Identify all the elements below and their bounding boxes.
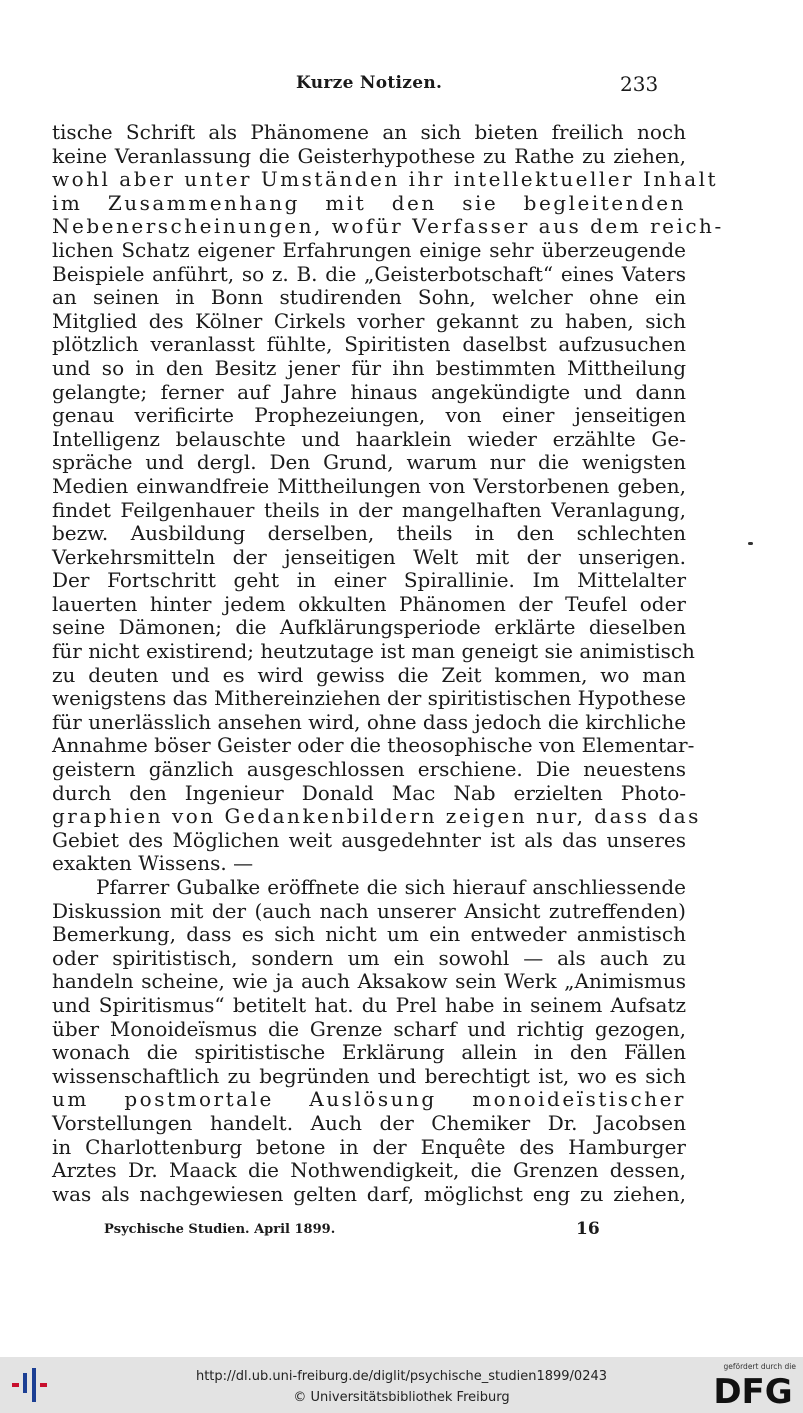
text-line: tische Schrift als Phänomene an sich bieten freilich noch	[52, 120, 686, 144]
text-line: zu deuten und es wird gewiss die Zeit kommen, wo man	[52, 662, 686, 687]
text-line: Intelligenz belauschte und haarklein wieder erzählte Ge-	[52, 426, 686, 451]
text-line: lichen Schatz eigener Erfahrungen einige sehr überzeugende	[52, 237, 686, 262]
text-line: Pfarrer Gubalke eröffnete die sich hierauf anschliessende	[96, 875, 686, 899]
text-line: an seinen in Bonn studirenden Sohn, welcher ohne ein	[52, 285, 686, 310]
text-line: über Monoideïsmus die Grenze scharf und richtig gezogen,	[52, 1016, 686, 1041]
text-line: und Spiritismus“ betitelt hat. du Prel habe in seinem Aufsatz	[52, 992, 686, 1017]
page-number: 233	[620, 72, 659, 96]
text-line: plötzlich veranlasst fühlte, Spiritisten daselbst aufzusuchen	[52, 332, 686, 357]
text-line: Nebenerscheinungen, wofür Verfasser aus dem reich-	[52, 214, 724, 239]
text-line: exakten Wissens. —	[52, 851, 254, 876]
text-line: wenigstens das Mithereinziehen der spiritistischen Hypothese	[52, 686, 687, 711]
permalink-url[interactable]: http://dl.ub.uni-freiburg.de/diglit/psychische_studien1899/0243	[195, 1369, 608, 1384]
funding-note: gefördert durch die	[723, 1362, 796, 1371]
text-line: keine Veranlassung die Geisterhypothese zu Rathe zu ziehen,	[52, 143, 686, 168]
text-line: spräche und dergl. Den Grund, warum nur die wenigsten	[52, 450, 686, 475]
text-line: genau verificirte Prophezeiungen, von einer jenseitigen	[52, 403, 686, 428]
text-line: Mitglied des Kölner Cirkels vorher gekannt zu haben, sich	[52, 308, 686, 333]
text-line: Gebiet des Möglichen weit ausgedehnter ist als das unseres	[52, 827, 686, 852]
running-header-title: Kurze Notizen.	[296, 73, 443, 93]
text-line: Arztes Dr. Maack die Nothwendigkeit, die Grenzen dessen,	[52, 1158, 686, 1183]
text-line: graphien von Gedankenbildern zeigen nur, dass das	[52, 804, 701, 829]
text-line: im Zusammenhang mit den sie begleitenden	[52, 190, 686, 215]
text-line: in Charlottenburg betone in der Enquête des Hamburger	[52, 1134, 686, 1159]
dfg-logo-text: DFG	[713, 1373, 793, 1407]
text-line: gelangte; ferner auf Jahre hinaus angekündigte und dann	[52, 379, 686, 404]
viewer-footer-bar	[0, 1357, 803, 1413]
body-text	[52, 120, 724, 1206]
text-line: findet Feilgenhauer theils in der mangelhaften Veranlagung,	[52, 497, 686, 522]
text-line: um postmortale Auslösung monoideïstischer	[52, 1087, 686, 1112]
copyright-notice: © Universitätsbibliothek Freiburg	[293, 1390, 510, 1405]
text-line: bezw. Ausbildung derselben, theils in den schlechten	[52, 521, 686, 546]
text-line: Verkehrsmitteln der jenseitigen Welt mit der unserigen.	[52, 544, 686, 569]
text-line: für nicht existirend; heutzutage ist man geneigt sie animistisch	[52, 639, 695, 664]
text-line: Annahme böser Geister oder die theosophische von Elementar-	[52, 733, 695, 758]
margin-mark	[748, 542, 753, 545]
text-line: Bemerkung, dass es sich nicht um ein entweder anmistisch	[52, 922, 686, 947]
text-line: lauerten hinter jedem okkulten Phänomen der Teufel oder	[52, 591, 686, 616]
text-line: was als nachgewiesen gelten darf, möglichst eng zu ziehen,	[52, 1181, 686, 1206]
text-line: durch den Ingenieur Donald Mac Nab erzielten Photo-	[52, 780, 686, 805]
dfg-logo-icon	[711, 1373, 795, 1407]
text-line: geistern gänzlich ausgeschlossen erschiene. Die neuestens	[52, 757, 686, 782]
text-line: handeln scheine, wie ja auch Aksakow sein Werk „Animismus	[52, 969, 686, 994]
text-line: Vorstellungen handelt. Auch der Chemiker Dr. Jacobsen	[52, 1110, 686, 1135]
text-line: Beispiele anführt, so z. B. die „Geisterbotschaft“ eines Vaters	[52, 261, 686, 286]
footer-journal-line: Psychische Studien. April 1899.	[104, 1222, 336, 1237]
text-line: wohl aber unter Umständen ihr intellektueller Inhalt	[52, 167, 719, 192]
text-line: Diskussion mit der (auch nach unserer Ansicht zutreffenden)	[52, 898, 686, 923]
text-line: Der Fortschritt geht in einer Spirallinie. Im Mittelalter	[52, 568, 686, 593]
text-line: für unerlässlich ansehen wird, ohne dass jedoch die kirchliche	[52, 709, 687, 734]
text-line: oder spiritistisch, sondern um ein sowohl — als auch zu	[52, 945, 686, 970]
footer-signature: 16	[576, 1219, 600, 1239]
text-line: und so in den Besitz jener für ihn bestimmten Mittheilung	[52, 355, 686, 380]
text-line: seine Dämonen; die Aufklärungsperiode erklärte dieselben	[52, 615, 686, 640]
text-line: wonach die spiritistische Erklärung allein in den Fällen	[52, 1040, 686, 1065]
text-line: wissenschaftlich zu begründen und berechtigt ist, wo es sich	[52, 1063, 686, 1088]
text-line: Medien einwandfreie Mittheilungen von Verstorbenen geben,	[52, 473, 686, 498]
